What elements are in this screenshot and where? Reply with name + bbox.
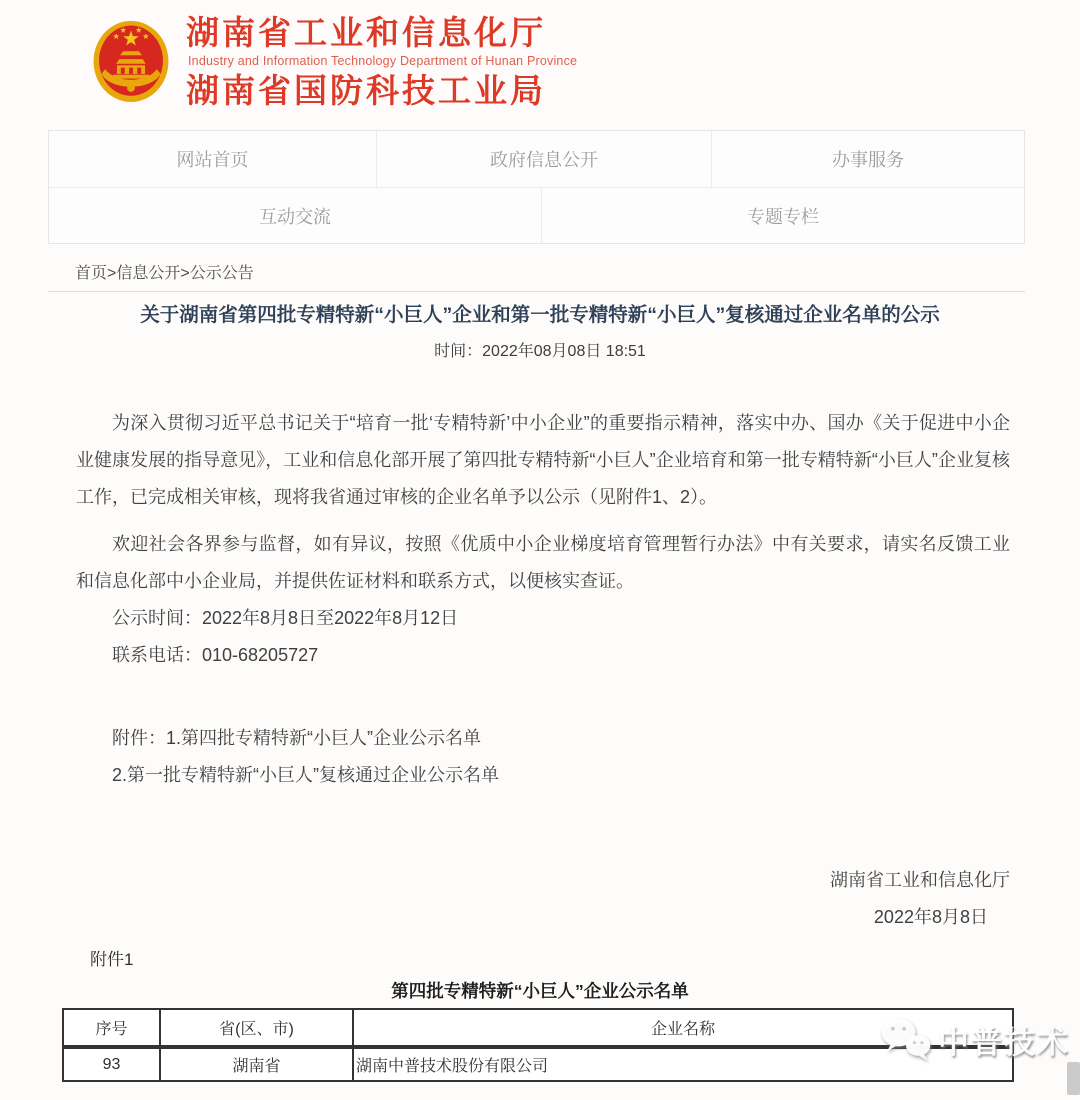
attachment-1: 1.第四批专精特新“小巨人”企业公示名单 — [166, 728, 481, 748]
annex-label: 附件1 — [90, 950, 134, 969]
breadcrumb-info[interactable]: 信息公开 — [116, 265, 181, 282]
breadcrumb — [75, 260, 1080, 282]
nav-item-special-columns[interactable]: 专题专栏 — [541, 188, 1024, 243]
attachment-2: 2.第一批专精特新“小巨人”复核通过企业公示名单 — [112, 765, 499, 785]
attachments-label: 附件： — [112, 728, 166, 748]
col-header-province: 省(区、市) — [160, 1009, 353, 1047]
article-paragraph-2: 欢迎社会各界参与监督，如有异议，按照《优质中小企业梯度培育管理暂行办法》中有关要求，请实名反馈工业和信息化部中小企业局，并提供佐证材料和联系方式，以便核实查证。 — [76, 534, 1010, 591]
attachment-line-1 — [76, 720, 1010, 757]
nav-row-2 — [49, 187, 1024, 243]
nav-row-1 — [49, 131, 1024, 187]
annex-table — [62, 1008, 1014, 1082]
org-title-secondary: 湖南省国防科技工业局 — [186, 72, 546, 109]
nav-item-interaction[interactable]: 互动交流 — [259, 206, 331, 227]
national-emblem-logo[interactable] — [92, 16, 170, 110]
site-header — [0, 0, 1080, 130]
table-header-row — [63, 1009, 1013, 1047]
signature-date: 2022年8月8日 — [873, 907, 988, 927]
nav-item-gov-info[interactable]: 政府信息公开 — [376, 131, 711, 187]
breadcrumb-divider — [48, 291, 1025, 292]
annex-table-title: 第四批专精特新“小巨人”企业公示名单 — [391, 981, 689, 1001]
col-header-index: 序号 — [63, 1009, 160, 1047]
article-timestamp: 时间：2022年08月08日 18:51 — [434, 343, 646, 360]
main-nav — [48, 130, 1025, 244]
org-title-primary: 湖南省工业和信息化厅 — [186, 14, 546, 51]
contact-phone-line: 联系电话：010-68205727 — [112, 645, 319, 665]
watermark-text: 中普技术 — [938, 1024, 1070, 1060]
breadcrumb-announcements[interactable]: 公示公告 — [189, 265, 254, 282]
breadcrumb-separator: > — [180, 265, 190, 282]
national-emblem-icon — [92, 16, 170, 110]
cell-company: 湖南中普技术股份有限公司 — [353, 1047, 1013, 1081]
scrollbar-thumb[interactable] — [1067, 1062, 1080, 1095]
article-paragraph-1: 为深入贯彻习近平总书记关于“培育一批‘专精特新’中小企业”的重要指示精神，落实中办、国办《关于促进中小企业健康发展的指导意见》，工业和信息化部开展了第四批专精特新“小巨人”企业培育和第一批专精特新“小巨人”企业复核工作，已完成相关审核，现将我省通过审核的企业名单予以公示（见附件1、2）。 — [76, 413, 1010, 507]
org-title-english: Industry and Information Technology Department of Hunan Province — [188, 54, 578, 68]
cell-index: 93 — [63, 1047, 160, 1081]
table-row — [63, 1047, 1013, 1081]
breadcrumb-home[interactable]: 首页 — [75, 265, 108, 282]
article-title: 关于湖南省第四批专精特新“小巨人”企业和第一批专精特新“小巨人”复核通过企业名单的公示 — [140, 304, 940, 326]
nav-item-home[interactable]: 网站首页 — [176, 150, 249, 170]
publish-window-line: 公示时间：2022年8月8日至2022年8月12日 — [112, 608, 459, 628]
breadcrumb-separator: > — [107, 265, 117, 282]
col-header-company: 企业名称 — [353, 1009, 1013, 1047]
header-titles — [186, 14, 577, 110]
signature-organization: 湖南省工业和信息化厅 — [830, 870, 1010, 890]
article-body — [76, 405, 1010, 936]
nav-item-services[interactable]: 办事服务 — [711, 131, 1024, 187]
cell-province: 湖南省 — [160, 1047, 353, 1081]
